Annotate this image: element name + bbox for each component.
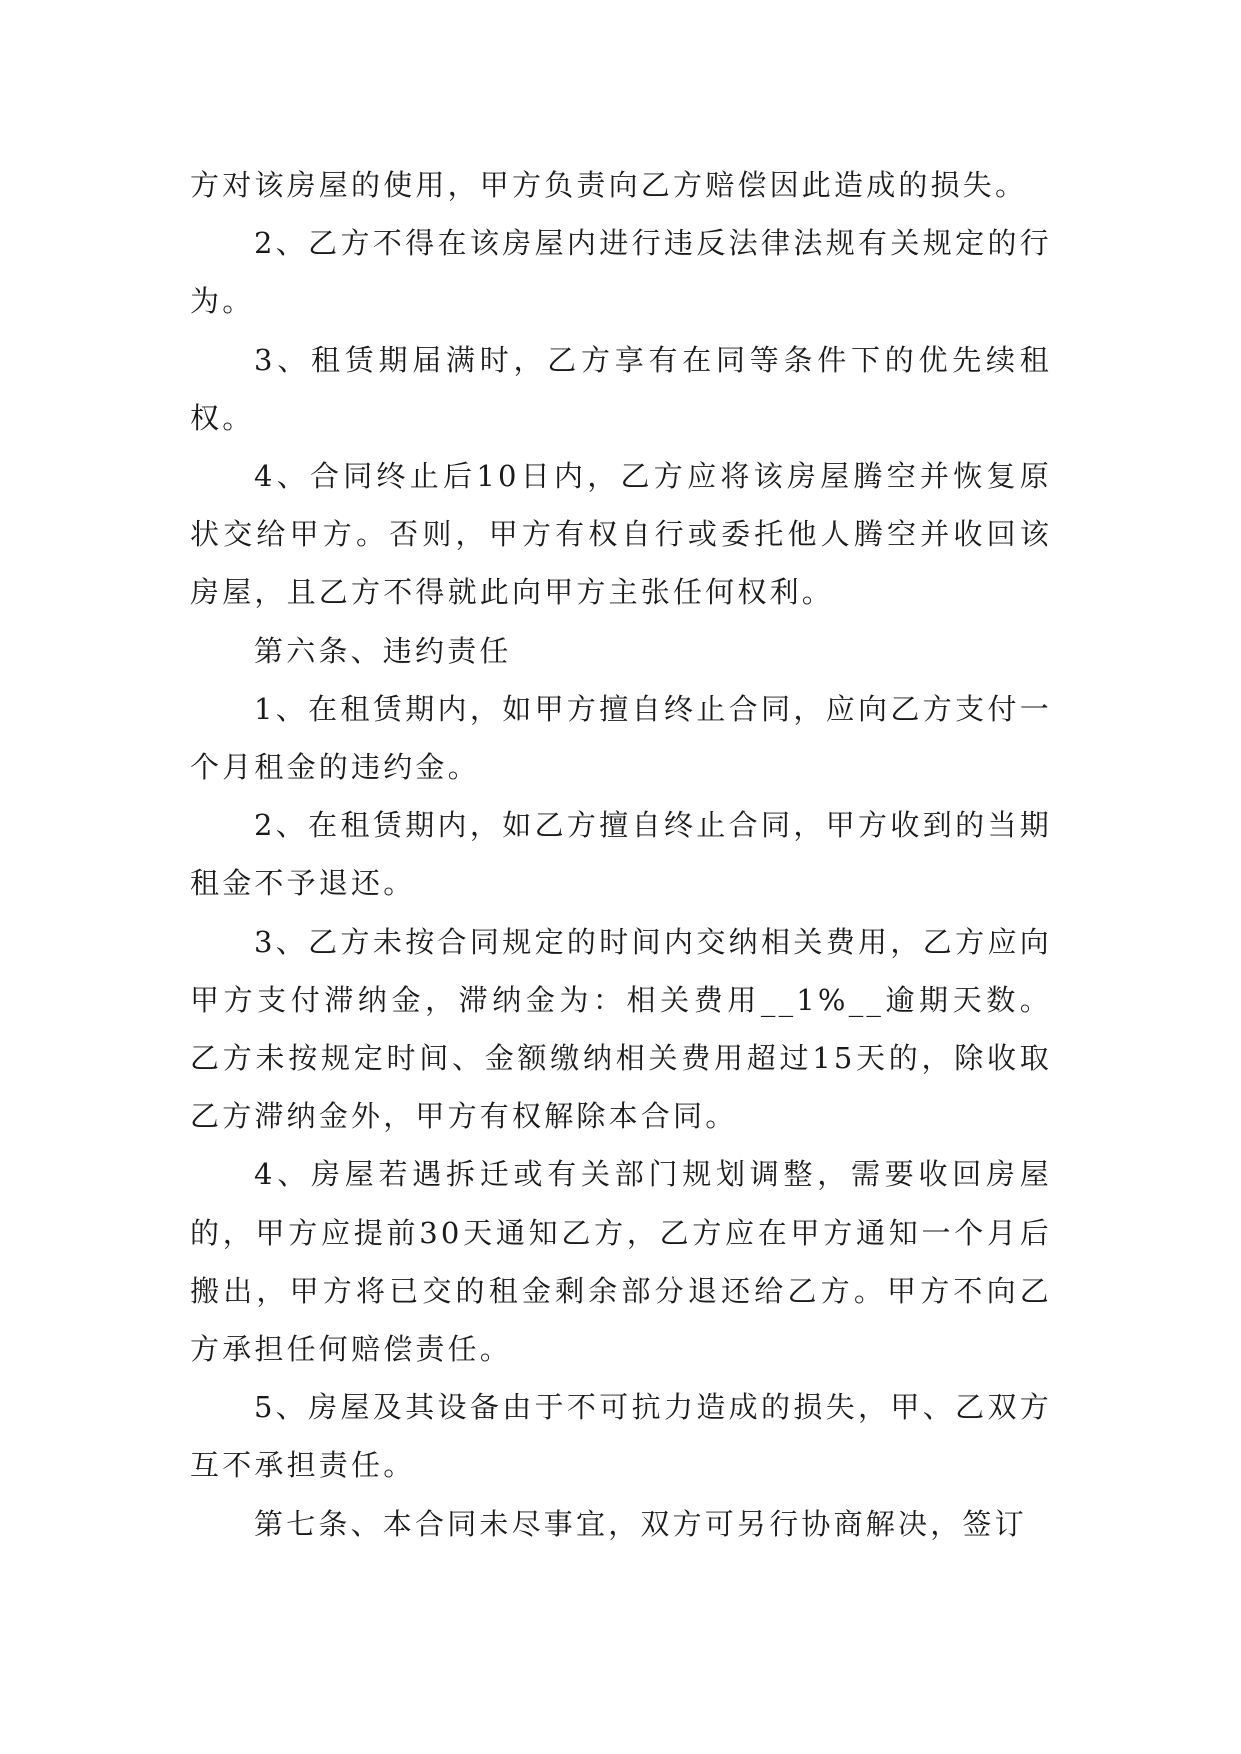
paragraph-clause-6-2: 2、在租赁期内，如乙方擅自终止合同，甲方收到的当期租金不予退还。 <box>190 808 1052 901</box>
paragraph-clause-5-4: 4、合同终止后10日内，乙方应将该房屋腾空并恢复原状交给甲方。否则，甲方有权自行或委托他人腾空并收回该房屋，且乙方不得就此向甲方主张任何权利。 <box>190 459 1052 610</box>
paragraph-clause-6-3: 3、乙方未按合同规定的时间内交纳相关费用，乙方应向甲方支付滞纳金，滞纳金为：相关费用__1%__逾期天数。乙方未按规定时间、金额缴纳相关费用超过15天的，除收取乙方滞纳金外，甲方有权解除本合同。 <box>190 924 1052 1134</box>
paragraph-article-7: 第七条、本合同未尽事宜，双方可另行协商解决，签订 <box>254 1506 1027 1541</box>
document-body <box>190 156 1052 1553</box>
paragraph-continuation: 方对该房屋的使用，甲方负责向乙方赔偿因此造成的损失。 <box>190 168 1028 202</box>
paragraph-clause-5-3: 3、租赁期届满时，乙方享有在同等条件下的优先续租权。 <box>190 342 1052 435</box>
paragraph-clause-6-5: 5、房屋及其设备由于不可抗力造成的损失，甲、乙双方互不承担责任。 <box>190 1390 1052 1483</box>
paragraph-clause-5-2: 2、乙方不得在该房屋内进行违反法律法规有关规定的行为。 <box>190 226 1052 319</box>
paragraph-clause-6-1: 1、在租赁期内，如甲方擅自终止合同，应向乙方支付一个月租金的违约金。 <box>190 691 1052 785</box>
section-heading-article-6: 第六条、违约责任 <box>254 633 512 668</box>
paragraph-clause-6-4: 4、房屋若遇拆迁或有关部门规划调整，需要收回房屋的，甲方应提前30天通知乙方，乙方应在甲方通知一个月后搬出，甲方将已交的租金剩余部分退还给乙方。甲方不向乙方承担任何赔偿责任。 <box>190 1157 1052 1367</box>
